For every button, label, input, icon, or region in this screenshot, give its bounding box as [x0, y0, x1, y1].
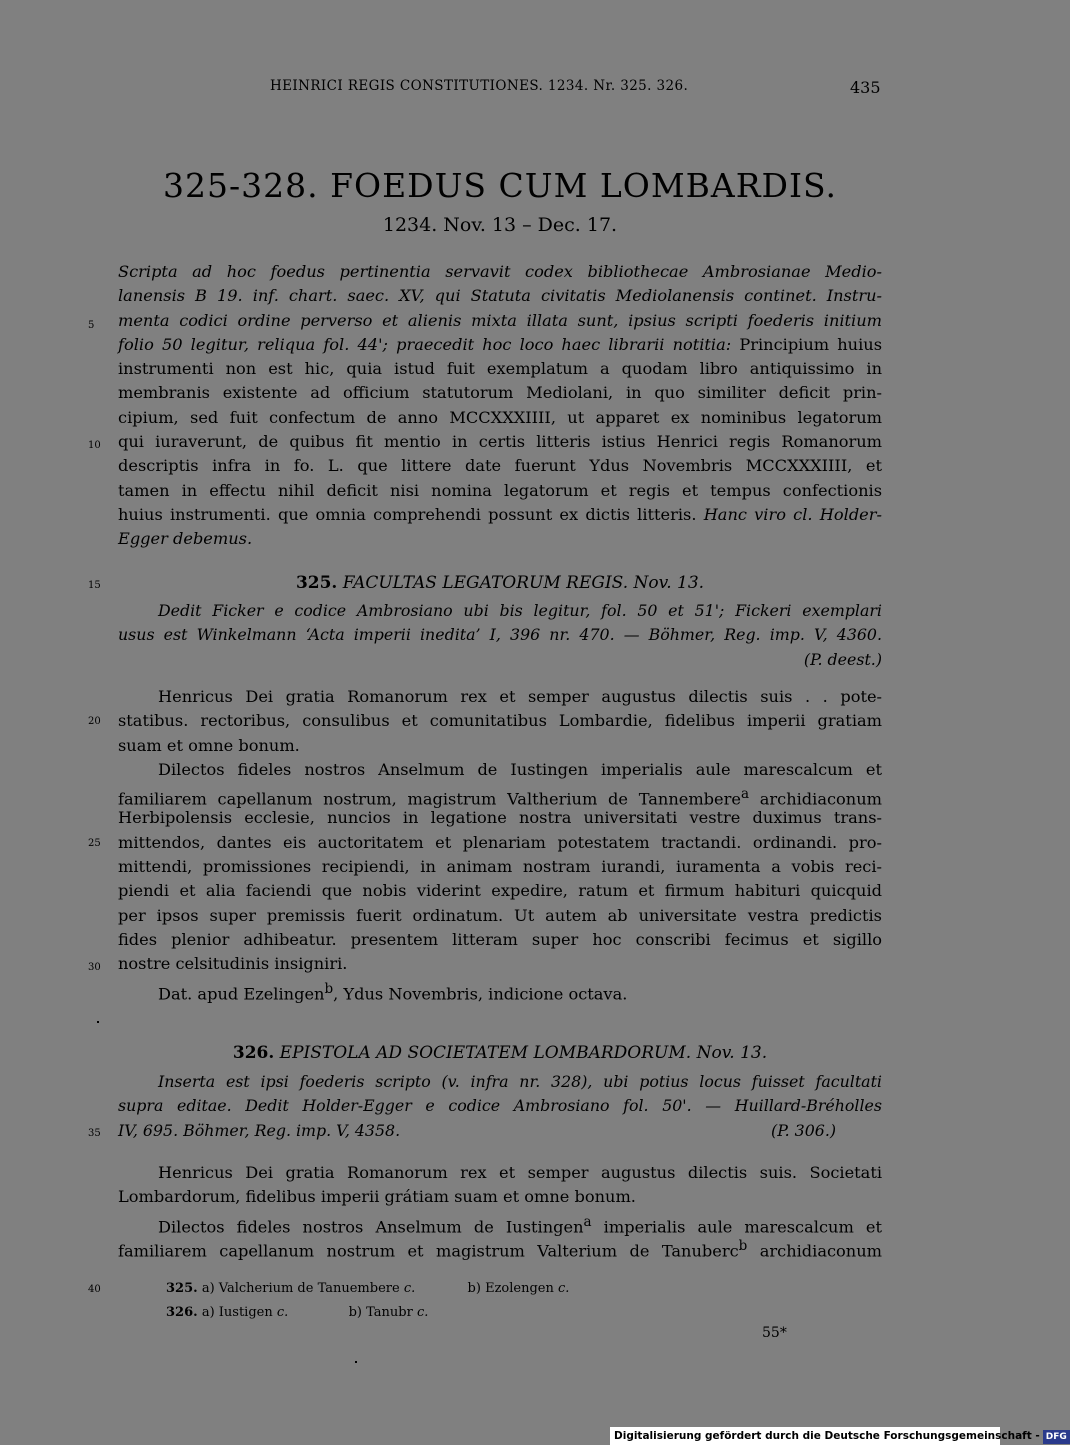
source-line: Inserta est ipsi foederis scripto (v. infra nr. 328), ubi potius locus fuisset facultati	[158, 1072, 882, 1091]
intro-line: descriptis infra in fo. L. que littere date fuerunt Ydus Novembris MCCXXXIIII, et	[118, 456, 882, 476]
intro-line: tamen in effectu nihil deficit nisi nomina legatorum et regis et tempus confectionis	[118, 480, 882, 500]
footnote-text: Ezolengen	[485, 1281, 554, 1296]
intro-paragraph	[118, 260, 882, 552]
text-line: Henricus Dei gratia Romanorum rex et semper augustus dilectis suis. Societati	[158, 1163, 882, 1182]
line-number: 10	[88, 440, 101, 451]
text-line: mittendi, promissiones recipiendi, in animam nostram iurandi, iuramenta a vobis reci-	[118, 857, 882, 877]
digitization-footer	[610, 1427, 1067, 1445]
page-title: 325-328. FOEDUS CUM LOMBARDIS.	[163, 166, 837, 205]
text-line: Henricus Dei gratia Romanorum rex et semper augustus dilectis suis . . pote-	[158, 687, 882, 706]
text-fragment: familiarem capellanum nostrum, magistrum Valtherium de Tannembere	[118, 789, 741, 809]
line-number: 15	[88, 580, 101, 591]
text-fragment: , Ydus Novembris, indicione octava.	[333, 983, 628, 1003]
intro-line	[118, 333, 882, 357]
text-fragment: Dilectos fideles nostros Anselmum de Iustingen	[158, 1216, 584, 1236]
intro-line: Egger debemus.	[118, 529, 253, 549]
footnote-source: c.	[276, 1305, 289, 1320]
text-line: per ipsos super premissis fuerit ordinatum. Ut autem ab universitate vestra predictis	[118, 905, 882, 925]
page-number: 435	[850, 78, 881, 97]
section-326-heading	[118, 1043, 882, 1063]
intro-line: membranis existente ad officium statutorum Mediolani, in quo similiter deficit prin-	[118, 383, 882, 403]
section-326-source	[118, 1070, 882, 1143]
footnote-number: 326.	[166, 1305, 198, 1320]
source-line: Dedit Ficker e codice Ambrosiano ubi bis legitur, fol. 50 et 51'; Fickeri exemplari	[158, 601, 882, 620]
text-fragment: archidiaconum	[759, 789, 882, 809]
footnote-325	[166, 1281, 569, 1296]
running-title: HEINRICI REGIS CONSTITUTIONES. 1234. Nr. 325. 326.	[270, 78, 689, 94]
footnote-source: c.	[558, 1281, 570, 1296]
footnote-mark: a)	[201, 1305, 215, 1320]
footnote-326	[166, 1305, 428, 1320]
source-line: usus est Winkelmann ‘Acta imperii inedita’ I, 396 nr. 470. — Böhmer, Reg. imp. V, 4360.	[118, 625, 882, 645]
footnote-text: Valcherium de Tanuembere	[218, 1281, 400, 1296]
intro-line-italic: Hanc viro cl. Holder-	[703, 504, 882, 524]
text-line: fides plenior adhibeatur. presentem litteram super hoc conscribi fecimus et sigillo	[118, 929, 882, 949]
title-date: 1234. Nov. 13 – Dec. 17.	[382, 214, 618, 236]
text-line: Lombardorum, fidelibus imperii grátiam suam et omne bonum.	[118, 1187, 636, 1207]
footnote-mark: b)	[467, 1281, 481, 1296]
footnote-mark: b	[738, 1237, 748, 1254]
text-line	[118, 1210, 882, 1234]
source-line: supra editae. Dedit Holder-Egger e codice Ambrosiano fol. 50'. — Huillard-Bréholles	[118, 1096, 882, 1116]
source-line	[118, 1119, 882, 1143]
intro-line-roman: Principium huius	[739, 334, 883, 354]
text-fragment: imperialis aule marescalcum et	[591, 1216, 882, 1236]
footnote-number: 325.	[166, 1281, 198, 1296]
footnote-mark: a	[583, 1213, 592, 1230]
line-number: 20	[88, 716, 101, 727]
text-fragment: archidiaconum	[747, 1241, 882, 1261]
text-line: piendi et alia faciendi que nobis viderint expedire, ratum et firmum habituri quicquid	[118, 881, 882, 901]
print-mark	[355, 1361, 357, 1363]
print-mark	[97, 1021, 99, 1023]
text-fragment: Dat. apud Ezelingen	[158, 983, 325, 1003]
text-line	[118, 782, 882, 809]
intro-line-italic: folio 50 legitur, reliqua fol. 44'; praecedit hoc loco haec librarii notitia:	[118, 334, 732, 354]
text-line	[118, 1234, 882, 1261]
intro-line: qui iuraverunt, de quibus fit mentio in certis litteris istius Henrici regis Romanorum	[118, 432, 882, 452]
intro-line: menta codici ordine perverso et alienis mixta illata sunt, ipsius scripti foederis initium	[118, 310, 882, 330]
section-325-source	[118, 599, 882, 672]
section-date: Nov. 13.	[633, 573, 705, 593]
intro-line: Scripta ad hoc foedus pertinentia servavit codex bibliothecae Ambrosianae Medio-	[118, 262, 882, 281]
text-line: suam et omne bonum.	[118, 735, 300, 755]
dfg-logo: DFG	[1043, 1430, 1070, 1444]
section-325-text	[118, 685, 882, 1001]
text-fragment: familiarem capellanum nostrum et magistrum Valterium de Tanuberc	[118, 1241, 739, 1261]
footer-text: Digitalisierung gefördert durch die Deutsche Forschungsgemeinschaft -	[614, 1430, 1040, 1442]
intro-line	[118, 503, 882, 527]
section-326-text	[118, 1161, 882, 1261]
section-title: EPISTOLA AD SOCIETATEM LOMBARDORUM.	[279, 1043, 692, 1063]
section-date: Nov. 13.	[696, 1043, 768, 1063]
section-number: 325.	[295, 573, 338, 593]
footnote-mark: b)	[348, 1305, 362, 1320]
footnote-mark: a)	[201, 1281, 215, 1296]
footnote-source: c.	[403, 1281, 416, 1296]
footnote-source: c.	[416, 1305, 429, 1320]
footnote-mark: b	[324, 980, 334, 997]
line-number: 30	[88, 962, 101, 973]
source-fragment: IV, 695. Böhmer, Reg. imp. V, 4358.	[118, 1120, 401, 1140]
intro-line: instrumenti non est hic, quia istud fuit exemplatum a quodam libro antiquissimo in	[118, 359, 882, 379]
section-325-heading	[118, 573, 882, 593]
line-number: 40	[88, 1284, 101, 1295]
line-number: 25	[88, 838, 101, 849]
section-number: 326.	[232, 1043, 275, 1063]
intro-line: lanensis B 19. inf. chart. saec. XV, qui Statuta civitatis Mediolanensis continet. Instru-	[118, 286, 882, 306]
text-line: Dilectos fideles nostros Anselmum de Iustingen imperialis aule marescalcum et	[158, 759, 882, 779]
text-line	[118, 977, 882, 1001]
text-line: Herbipolensis ecclesie, nuncios in legatione nostra universitati vestre duximus trans-	[118, 808, 882, 828]
text-line: mittendos, dantes eis auctoritatem et plenariam potestatem tractandi. ordinandi. pro-	[118, 832, 882, 852]
section-title: FACULTAS LEGATORUM REGIS.	[342, 573, 629, 593]
footnote-mark: a	[740, 786, 749, 803]
intro-line: cipium, sed fuit confectum de anno MCCXXXIIII, ut apparet ex nominibus legatorum	[118, 407, 882, 427]
line-number: 35	[88, 1128, 101, 1139]
line-number: 5	[88, 320, 95, 331]
text-line: statibus. rectoribus, consulibus et comunitatibus Lombardie, fidelibus imperii gratiam	[118, 711, 882, 731]
signature-mark: 55*	[762, 1325, 787, 1341]
source-fragment: (P. 306.)	[771, 1120, 836, 1140]
source-line: (P. deest.)	[803, 649, 882, 669]
text-line: nostre celsitudinis insigniri.	[118, 954, 348, 974]
footnote-text: Iustigen	[218, 1305, 273, 1320]
intro-line-roman: huius instrumenti. que omnia comprehendi possunt ex dictis litteris.	[118, 504, 697, 524]
footnote-text: Tanubr	[366, 1305, 413, 1320]
